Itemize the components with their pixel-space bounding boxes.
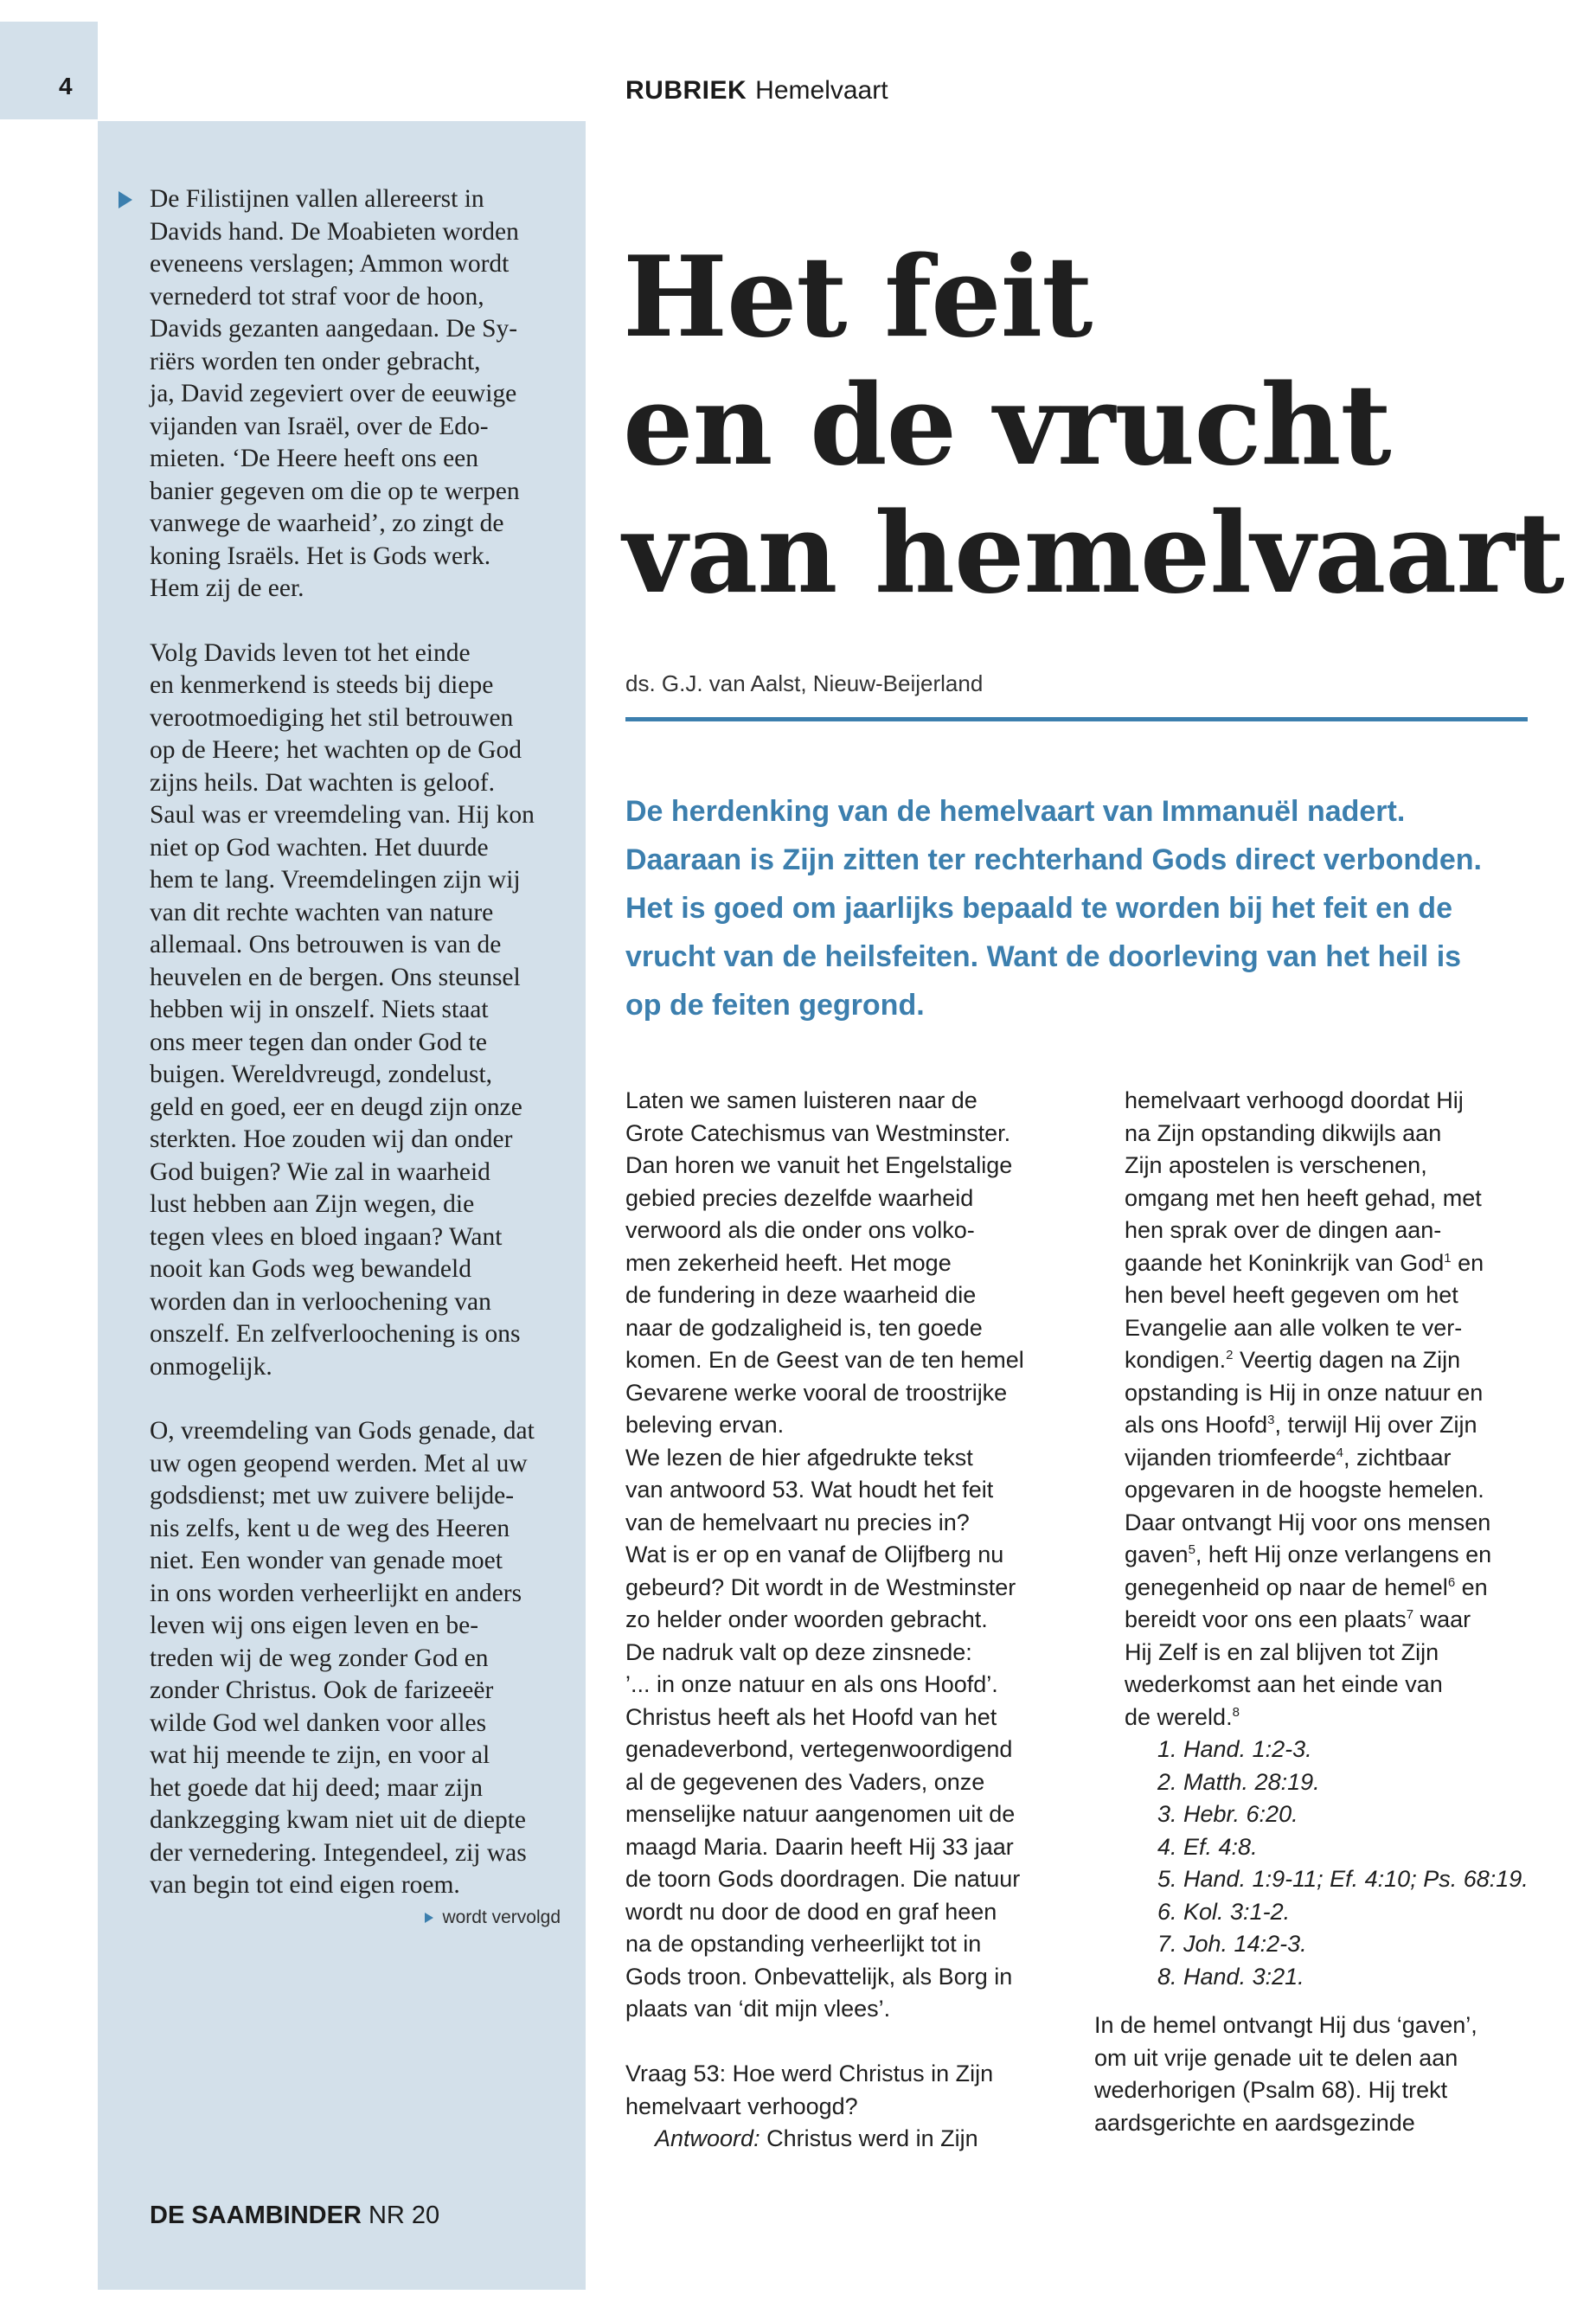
sidebar-line: uw ogen geopend werden. Met al uw — [150, 1449, 528, 1477]
body-line: men zekerheid heeft. Het moge — [625, 1249, 952, 1276]
sidebar-line: leven wij ons eigen leven en be- — [150, 1612, 479, 1639]
body-line: bereidt voor ons een plaats$^7$ waar — [1125, 1606, 1471, 1632]
title-line: Het feit — [623, 233, 1093, 362]
body-line: menselijke natuur aangenomen uit de — [625, 1801, 1016, 1827]
sidebar-line: der vernedering. Integendeel, zij was — [150, 1838, 527, 1867]
body-line: plaats van ‘dit mijn vlees’. — [625, 1996, 891, 2022]
catechism-question: Vraag 53: Hoe werd Christus in Zijn — [625, 2061, 994, 2086]
sidebar-line: O, vreemdeling van Gods genade, dat — [150, 1417, 535, 1445]
sidebar-line: in ons worden verheerlijkt en anders — [150, 1579, 522, 1607]
body-line: kondigen.$^2$ Veertig dagen na Zijn — [1125, 1347, 1461, 1373]
sidebar-line: God buigen? Wie zal in waarheid — [150, 1157, 490, 1186]
sidebar-line: Davids hand. De Moabieten worden — [150, 217, 519, 246]
body-line: hen bevel heeft gegeven om het — [1125, 1282, 1458, 1308]
article-lead — [625, 787, 1542, 1029]
title-line: van hemelvaart — [623, 489, 1564, 619]
reference: 6. Kol. 3:1-2. — [1157, 1898, 1291, 1925]
sidebar-line: wat hij meende te zijn, en voor al — [150, 1741, 490, 1769]
sidebar-line: Volg Davids leven tot het einde — [150, 638, 471, 667]
body-line: ’... in onze natuur en als ons Hoofd’. — [625, 1671, 998, 1697]
article-author: ds. G.J. van Aalst, Nieuw-Beijerland — [625, 670, 984, 696]
body-line: vijanden triomfeerde$^4$, zichtbaar — [1125, 1444, 1452, 1471]
sidebar-line: het goede dat hij deed; maar zijn — [150, 1773, 483, 1802]
sidebar-line: onszelf. En zelfverloochening is ons — [150, 1320, 521, 1348]
section-topic: Hemelvaart — [755, 76, 888, 105]
reference: 3. Hebr. 6:20. — [1157, 1801, 1298, 1827]
continued-label: wordt vervolgd — [442, 1907, 561, 1927]
reference: 2. Matth. 28:19. — [1157, 1768, 1320, 1795]
body-line: de wereld.$^8$ — [1125, 1703, 1240, 1730]
sidebar-line: dankzegging kwam niet uit de diepte — [150, 1806, 526, 1834]
lead-line: op de feiten gegrond. — [625, 989, 925, 1022]
sidebar-line: Davids gezanten aangedaan. De Sy- — [150, 315, 518, 343]
sidebar-line: mieten. ‘De Heere heeft ons een — [150, 445, 479, 472]
sidebar-text — [150, 183, 548, 1934]
sidebar-line: De Filistijnen vallen allereerst in — [150, 185, 484, 213]
footnote-mark: 7 — [1406, 1607, 1414, 1622]
body-line: Hij Zelf is en zal blijven tot Zijn — [1125, 1638, 1439, 1665]
sidebar-line: allemaal. Ons betrouwen is van de — [150, 931, 502, 958]
body-line: Evangelie aan alle volken te ver- — [1125, 1314, 1463, 1341]
sidebar-line: verootmoediging het stil betrouwen — [150, 703, 514, 732]
title-line: en de vrucht — [623, 361, 1391, 490]
sidebar-line: nooit kan Gods weg bewandeld — [150, 1255, 471, 1283]
magazine-issue: NR 20 — [368, 2202, 440, 2229]
sidebar-line: niet op God wachten. Het duurde — [150, 833, 489, 862]
sidebar-line: vijanden van Israël, over de Edo- — [150, 412, 489, 440]
body-line: naar de godzaligheid is, ten goede — [625, 1314, 983, 1341]
catechism-question: hemelvaart verhoogd? — [625, 2093, 858, 2119]
body-line: al de gegevenen des Vaders, onze — [625, 1768, 985, 1795]
body-line: In de hemel ontvangt Hij dus ‘gaven’, — [1094, 2012, 1477, 2038]
sidebar-paragraph-3 — [150, 1415, 548, 1902]
sidebar-column — [98, 121, 586, 2290]
body-line: Dan horen we vanuit het Engelstalige — [625, 1152, 1013, 1178]
page-number-tab — [0, 22, 98, 119]
body-line: gebeurd? Dit wordt in de Westminster — [625, 1574, 1016, 1600]
body-line: De nadruk valt op deze zinsnede: — [625, 1638, 972, 1665]
footnote-mark: 1 — [1444, 1250, 1452, 1266]
title-divider — [625, 717, 1528, 721]
sidebar-line: van dit rechte wachten van nature — [150, 898, 494, 926]
body-line: hen sprak over de dingen aan- — [1125, 1217, 1442, 1243]
body-line: van de hemelvaart nu precies in? — [625, 1509, 970, 1535]
sidebar-line: hebben wij in onszelf. Niets staat — [150, 996, 489, 1023]
sidebar-line: onmogelijk. — [150, 1352, 272, 1381]
sidebar-line: geld en goed, eer en deugd zijn onze — [150, 1093, 522, 1121]
sidebar-line: godsdienst; met uw zuivere belijde- — [150, 1482, 515, 1509]
sidebar-line: banier gegeven om die op te werpen — [150, 477, 520, 505]
sidebar-line: zonder Christus. Ook de farizeeër — [150, 1676, 494, 1704]
sidebar-line: lust hebben aan Zijn wegen, die — [150, 1190, 475, 1218]
body-line: wordt nu door de dood en graf heen — [625, 1898, 997, 1925]
body-line: als ons Hoofd$^3$, terwijl Hij over Zijn — [1125, 1412, 1477, 1438]
body-line: genadeverbond, vertegenwoordigend — [625, 1736, 1013, 1762]
body-line: aardsgerichte en aardsgezinde — [1094, 2109, 1415, 2136]
body-line: de fundering in deze waarheid die — [625, 1282, 977, 1308]
body-line: Grote Catechismus van Westminster. — [625, 1119, 1011, 1146]
sidebar-line: vanwege de waarheid’, zo zingt de — [150, 510, 504, 537]
catechism-answer — [625, 2123, 1093, 2156]
sidebar-line: eveneens verslagen; Ammon wordt — [150, 250, 510, 278]
lead-line: De herdenking van de hemelvaart van Immanuël nadert. — [625, 795, 1406, 828]
footnote-mark: 3 — [1267, 1413, 1275, 1427]
body-line: de toorn Gods doordragen. Die natuur — [625, 1866, 1021, 1892]
body-line: omgang met hen heeft gehad, met — [1125, 1184, 1482, 1211]
body-line: Gevarene werke vooral de troostrijke — [625, 1379, 1008, 1406]
body-line: opstanding is Hij in onze natuur en — [1125, 1379, 1484, 1406]
answer-label: Antwoord: — [655, 2125, 760, 2151]
body-line: We lezen de hier afgedrukte tekst — [625, 1444, 973, 1471]
answer-text: Christus werd in Zijn — [760, 2125, 978, 2151]
body-line: verwoord als die onder ons volko- — [625, 1217, 975, 1243]
sidebar-line: ons meer tegen dan onder God te — [150, 1028, 487, 1056]
body-line: komen. En de Geest van de ten hemel — [625, 1347, 1024, 1373]
lead-line: Het is goed om jaarlijks bepaald te worden bij het feit en de — [625, 892, 1452, 925]
body-line: Wat is er op en vanaf de Olijfberg nu — [625, 1541, 1004, 1567]
sidebar-line: riërs worden ten onder gebracht, — [150, 347, 481, 375]
sidebar-line: koning Israëls. Het is Gods werk. — [150, 542, 491, 570]
body-column-2-continued — [1094, 2009, 1544, 2139]
body-line: Daar ontvangt Hij voor ons mensen — [1125, 1509, 1491, 1535]
footnote-mark: 6 — [1447, 1574, 1456, 1590]
body-line: na de opstanding verheerlijkt tot in — [625, 1931, 982, 1957]
body-line: wederhorigen (Psalm 68). Hij trekt — [1094, 2077, 1448, 2103]
sidebar-line: zijns heils. Dat wachten is geloof. — [150, 768, 495, 797]
sidebar-line: tegen vlees en bloed ingaan? Want — [150, 1222, 503, 1251]
sidebar-paragraph-2 — [150, 638, 548, 1384]
sidebar-line: op de Heere; het wachten op de God — [150, 736, 522, 764]
body-line: zo helder onder woorden gebracht. — [625, 1606, 988, 1632]
sidebar-line: wilde God wel danken voor alles — [150, 1708, 487, 1737]
reference: 1. Hand. 1:2-3. — [1157, 1736, 1312, 1762]
section-label: RUBRIEK — [625, 76, 747, 105]
sidebar-line: Hem zij de eer. — [150, 574, 304, 602]
sidebar-line: Saul was er vreemdeling van. Hij kon — [150, 801, 535, 829]
body-line: Zijn apostelen is verschenen, — [1125, 1152, 1427, 1178]
lead-line: vrucht van de heilsfeiten. Want de doorleving van het heil is — [625, 940, 1462, 973]
sidebar-line: ja, David zegeviert over de eeuwige — [150, 380, 517, 407]
sidebar-line: van begin tot eind eigen roem. — [150, 1871, 460, 1899]
reference: 5. Hand. 1:9-11; Ef. 4:10; Ps. 68:19. — [1157, 1866, 1529, 1892]
body-line: gaande het Koninkrijk van God$^1$ en — [1125, 1249, 1484, 1276]
body-line: van antwoord 53. Wat houdt het feit — [625, 1477, 994, 1503]
sidebar-line: treden wij de weg zonder God en — [150, 1644, 489, 1672]
reference: 7. Joh. 14:2-3. — [1157, 1931, 1307, 1957]
sidebar-line: heuvelen en de bergen. Ons steunsel — [150, 963, 521, 991]
body-line: hemelvaart verhoogd doordat Hij — [1125, 1087, 1464, 1113]
body-line: genegenheid op naar de hemel$^6$ en — [1125, 1574, 1488, 1600]
sidebar-line: worden dan in verloochening van — [150, 1287, 491, 1316]
body-line: gaven$^5$, heft Hij onze verlangens en — [1125, 1541, 1492, 1567]
sidebar-line: niet. Een wonder van genade moet — [150, 1547, 503, 1574]
footnote-mark: 4 — [1336, 1445, 1343, 1460]
body-line: Christus heeft als het Hoofd van het — [625, 1703, 997, 1730]
sidebar-line: hem te lang. Vreemdelingen zijn wij — [150, 866, 521, 894]
sidebar-line: buigen. Wereldvreugd, zondelust, — [150, 1061, 493, 1088]
sidebar-line: en kenmerkend is steeds bij diepe — [150, 671, 494, 699]
reference: 4. Ef. 4:8. — [1157, 1833, 1258, 1860]
body-line: Laten we samen luisteren naar de — [625, 1087, 977, 1113]
footnote-references — [1125, 1734, 1557, 1993]
sidebar-line: vernederd tot straf voor de hoon, — [150, 282, 484, 311]
sidebar-paragraph-1 — [150, 183, 548, 606]
page-number: 4 — [59, 73, 73, 99]
body-line: wederkomst aan het einde van — [1125, 1671, 1443, 1697]
magazine-name: DE SAAMBINDER — [150, 2202, 362, 2229]
body-line: beleving ervan. — [625, 1412, 785, 1438]
section-header — [625, 76, 888, 106]
sidebar-line: sterkten. Hoe zouden wij dan onder — [150, 1125, 513, 1153]
body-line: maagd Maria. Daarin heeft Hij 33 jaar — [625, 1833, 1014, 1860]
continued-arrow-icon — [425, 1913, 433, 1923]
footnote-mark: 2 — [1226, 1348, 1234, 1362]
body-column-1 — [625, 1085, 1093, 2156]
reference: 8. Hand. 3:21. — [1157, 1963, 1304, 1990]
sidebar-line: nis zelfs, kent u de weg des Heeren — [150, 1514, 510, 1542]
continuation-arrow-icon — [119, 191, 132, 208]
body-line: gebied precies dezelfde waarheid — [625, 1184, 974, 1211]
body-line: na Zijn opstanding dikwijls aan — [1125, 1119, 1442, 1146]
footnote-mark: 5 — [1188, 1542, 1195, 1557]
body-line: Gods troon. Onbevattelijk, als Borg in — [625, 1963, 1013, 1990]
body-line: opgevaren in de hoogste hemelen. — [1125, 1477, 1484, 1503]
continued-note — [98, 1907, 561, 1928]
body-column-2 — [1125, 1085, 1557, 1993]
body-line: om uit vrije genade uit te delen aan — [1094, 2044, 1458, 2071]
footnote-mark: 8 — [1232, 1704, 1240, 1720]
article-title — [623, 234, 1564, 618]
lead-line: Daaraan is Zijn zitten ter rechterhand Gods direct verbonden. — [625, 843, 1483, 876]
magazine-footer — [150, 2202, 439, 2230]
